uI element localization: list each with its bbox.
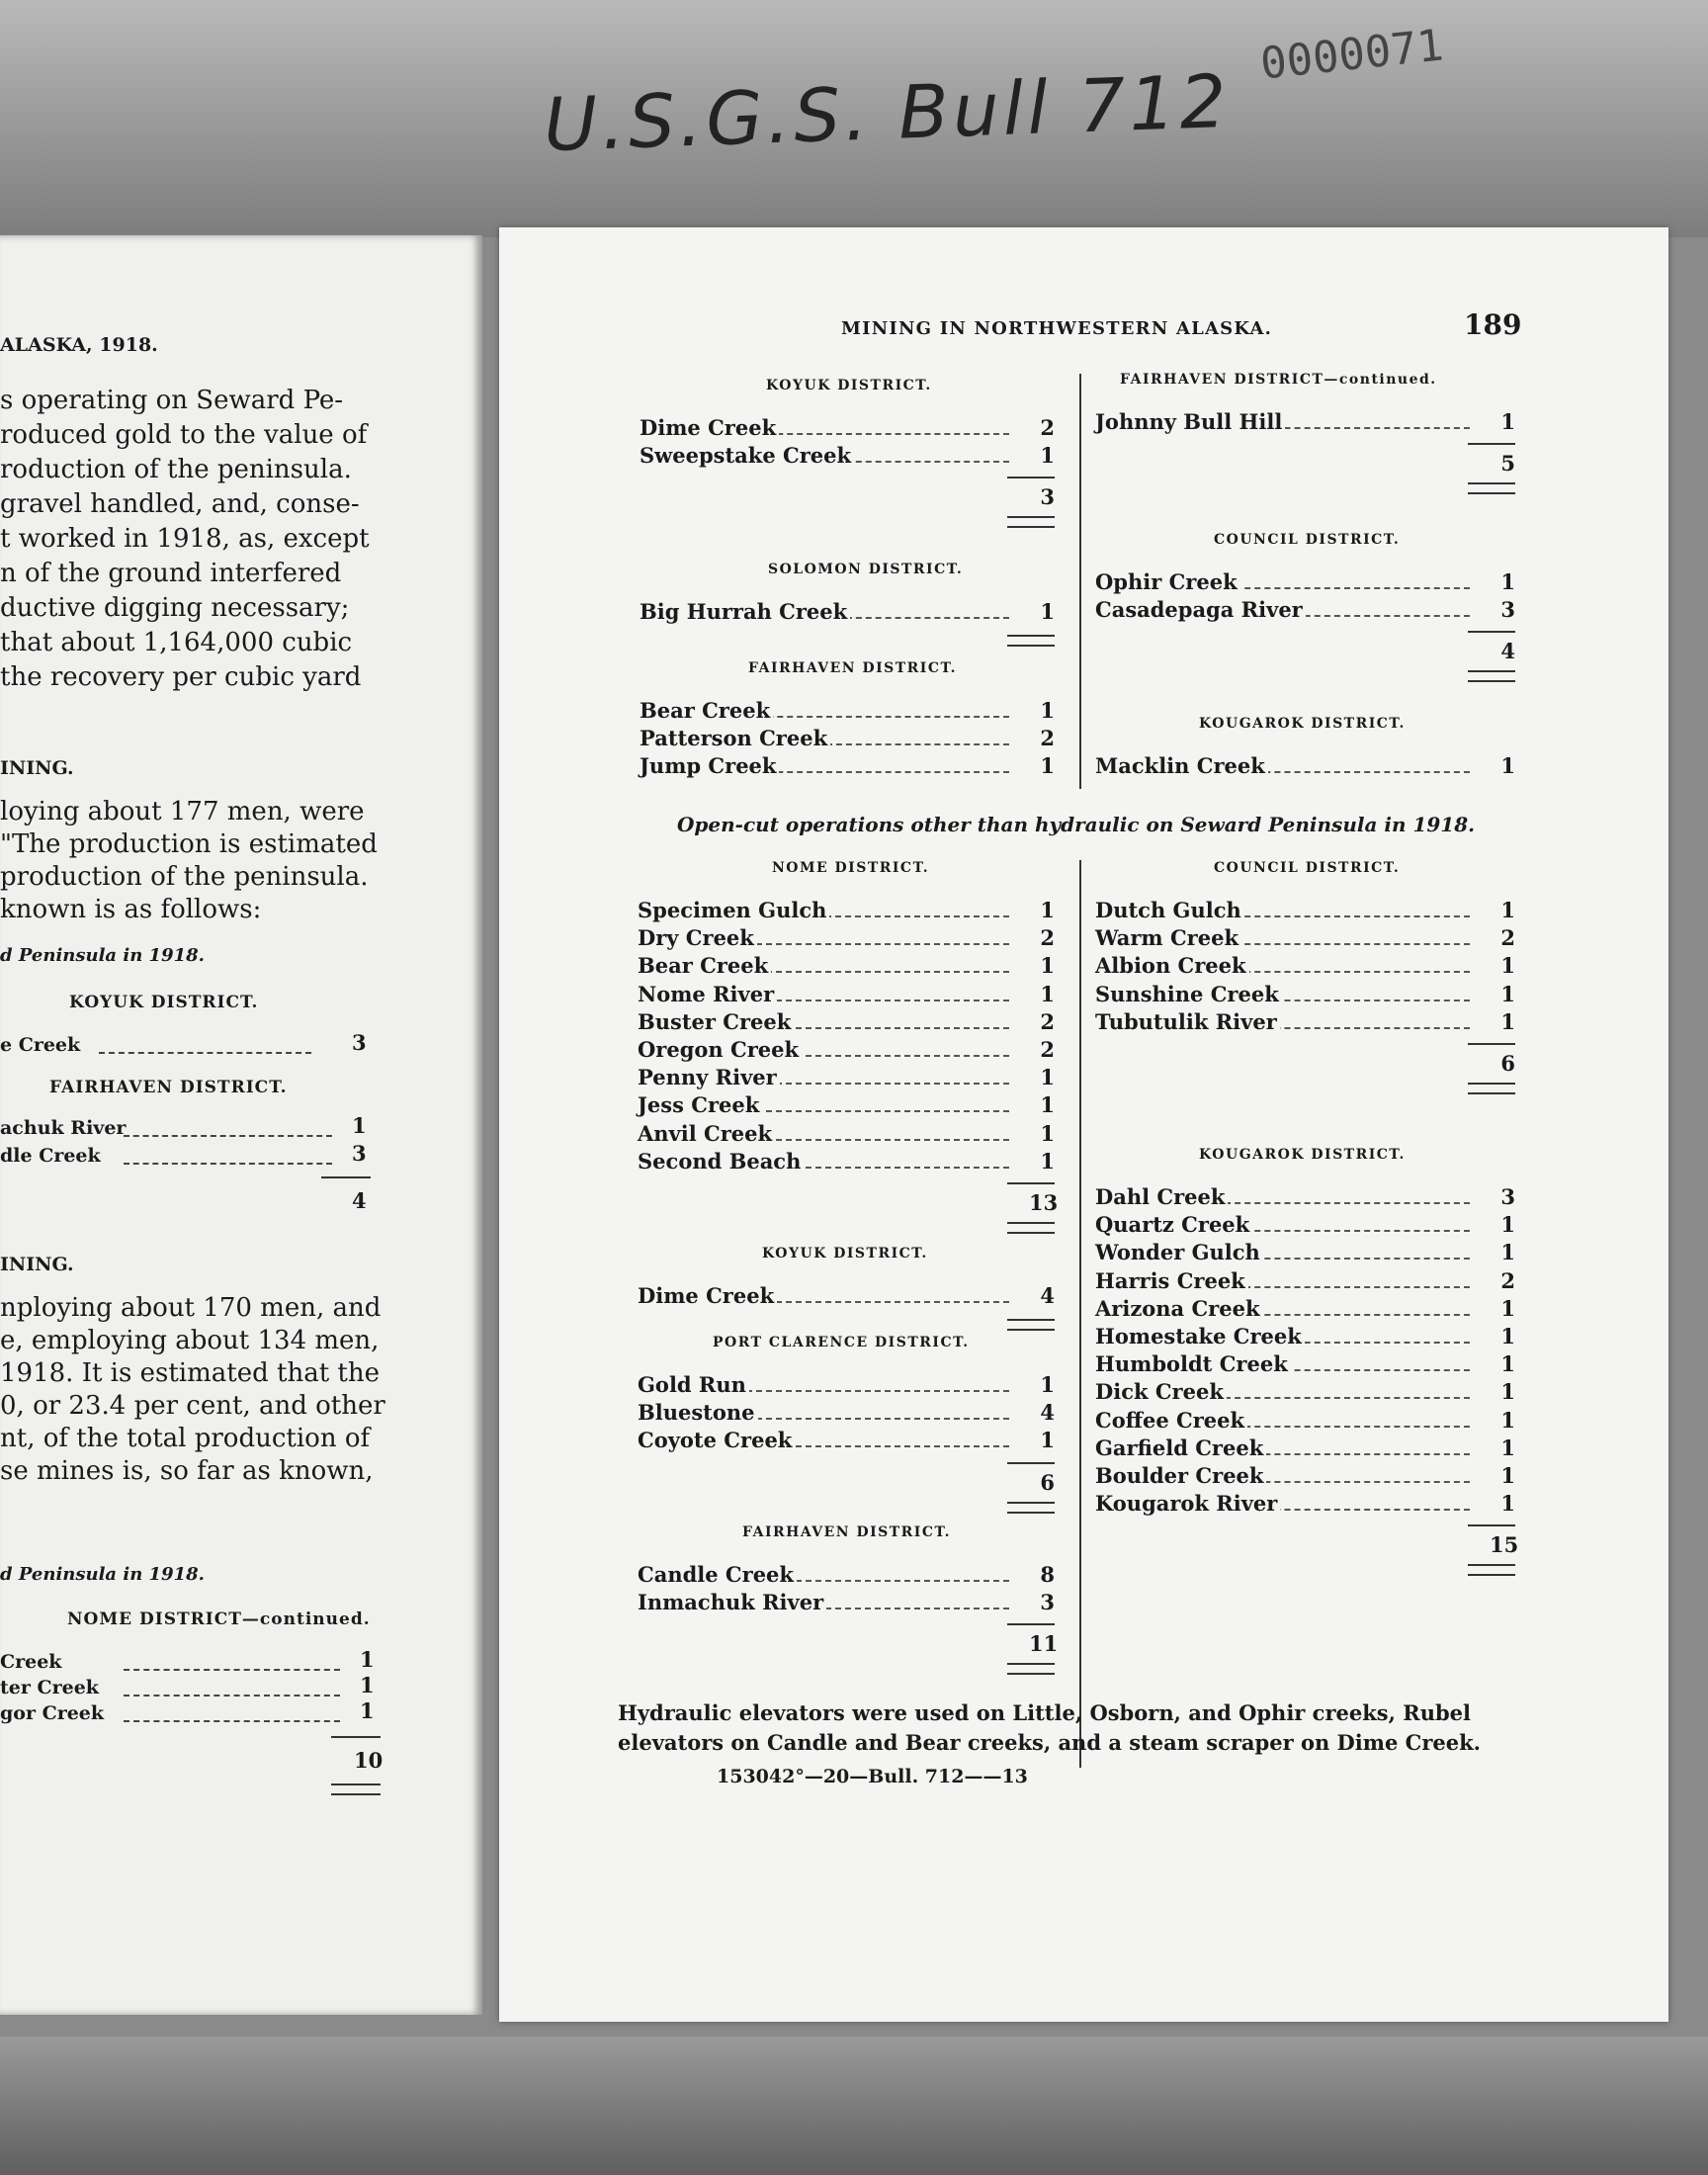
table-row [1095,597,1515,625]
row-name: Albion Creek [1095,953,1249,978]
text-line: the recovery per cubic yard [0,662,362,692]
total-rule [1468,1043,1515,1045]
left-table1-title: d Peninsula in 1918. [0,945,205,966]
row-count: 3 [352,1141,367,1166]
row-count: 1 [1500,1008,1515,1034]
table-row [640,698,1055,726]
row-name: Second Beach [638,1149,804,1174]
total-rule [1468,631,1515,633]
table-row [638,925,1055,953]
row-name: Warm Creek [1095,925,1241,950]
left-fairhaven-total: 4 [352,1188,367,1213]
row-name: gor Creek [0,1702,105,1724]
row-count: 1 [1500,409,1515,434]
page-number: 189 [1464,308,1522,341]
double-rule [1007,1222,1055,1234]
leader-line [124,1669,340,1671]
row-count: 1 [360,1647,375,1672]
row-name: Arizona Creek [1095,1296,1263,1321]
left-fairhaven-head: FAIRHAVEN DISTRICT. [49,1078,288,1097]
table-row [638,982,1055,1009]
row-count: 1 [1040,753,1055,779]
row-count: 1 [1500,1407,1515,1433]
total-rule [1007,1623,1055,1625]
table-row [1095,1491,1515,1519]
row-count: 1 [1040,898,1055,922]
double-rule [1007,1319,1055,1331]
table-row [1095,1463,1515,1491]
table-row [638,1065,1055,1092]
row-name: Bear Creek [638,953,771,978]
table-row [640,753,1055,781]
table-row [640,415,1055,443]
row-name: Creek [0,1651,62,1673]
total-rule [1007,1462,1055,1464]
total-rule [1468,1524,1515,1526]
row-name: Patterson Creek [640,726,830,750]
district-total: 15 [1490,1532,1519,1558]
row-count: 1 [352,1113,367,1138]
row-name: achuk River [0,1117,127,1139]
left-nome-cont-head: NOME DISTRICT—continued. [67,1610,371,1629]
district-total: 6 [1500,1051,1515,1076]
row-count: 1 [1500,1240,1515,1265]
table-row [638,1400,1055,1428]
text-line: known is as follows: [0,895,262,924]
table-row [638,1009,1055,1037]
table-row [640,599,1055,627]
left-koyuk-row-name: e Creek [0,1034,81,1056]
row-name: Coffee Creek [1095,1408,1247,1433]
row-name: Nome River [638,982,777,1006]
left-table2-title: d Peninsula in 1918. [0,1564,205,1585]
table-row [638,1428,1055,1455]
leader-line [124,1695,340,1696]
left-page [0,235,482,2015]
row-name: Oregon Creek [638,1037,802,1062]
row-name: Harris Creek [1095,1268,1248,1293]
row-count: 8 [1040,1562,1055,1587]
row-count: 1 [1040,1065,1055,1090]
text-line: ductive digging necessary; [0,593,350,623]
row-name: Specimen Gulch [638,898,829,922]
district-heading: FAIRHAVEN DISTRICT. [748,660,957,676]
row-count: 1 [1040,1120,1055,1146]
total-rule [1007,1182,1055,1184]
row-name: Ophir Creek [1095,569,1240,594]
left-nome-cont-total: 10 [354,1748,384,1773]
text-line: nt, of the total production of [0,1424,371,1453]
row-count: 2 [1500,1267,1515,1293]
row-count: 3 [1500,597,1515,623]
row-count: 1 [1500,1295,1515,1321]
double-rule [331,1784,381,1795]
table-row [1095,898,1515,925]
row-name: Garfield Creek [1095,1436,1266,1460]
right-page [499,227,1668,2022]
row-count: 1 [1040,443,1055,469]
table-row [1095,1240,1515,1267]
row-count: 1 [1040,698,1055,723]
text-line: gravel handled, and, conse- [0,489,360,519]
row-name: Dime Creek [638,1283,777,1308]
row-count: 4 [1040,1283,1055,1308]
table-row [638,1092,1055,1120]
row-name: dle Creek [0,1145,101,1167]
district-total: 4 [1500,639,1515,664]
row-name: Tubutulik River [1095,1009,1280,1034]
row-count: 2 [1500,925,1515,951]
district-heading: KOUGAROK DISTRICT. [1199,1147,1406,1163]
district-heading: KOUGAROK DISTRICT. [1199,716,1406,732]
table-row [1095,925,1515,953]
row-name: Boulder Creek [1095,1463,1266,1488]
total-rule [1468,443,1515,445]
table-row [1095,1351,1515,1379]
row-count: 1 [1040,1092,1055,1118]
row-count: 1 [1500,898,1515,922]
district-total: 6 [1040,1469,1055,1495]
table-row [638,1283,1055,1311]
row-count: 2 [1040,415,1055,440]
text-line: e, employing about 134 men, [0,1326,380,1355]
row-count: 2 [1040,1008,1055,1034]
leader-line [124,1720,340,1722]
row-name: Dick Creek [1095,1379,1227,1404]
row-count: 2 [1040,726,1055,751]
table-row [1095,1436,1515,1463]
left-koyuk-row-count: 3 [352,1030,367,1055]
row-name: Sweepstake Creek [640,443,854,468]
row-name: Penny River [638,1065,780,1089]
table-row [638,1149,1055,1176]
row-count: 1 [360,1698,375,1723]
row-count: 1 [1500,1379,1515,1405]
district-heading: KOYUK DISTRICT. [766,378,932,393]
district-total: 13 [1029,1190,1059,1215]
row-count: 1 [1500,981,1515,1006]
scan-bottom-background [0,2037,1708,2175]
row-name: Dime Creek [640,415,779,440]
double-rule [1468,670,1515,682]
row-name: ter Creek [0,1677,99,1698]
double-rule [1468,1564,1515,1576]
row-count: 3 [1500,1184,1515,1209]
handwritten-annotation: U.S.G.S. Bull 712 [542,58,1232,169]
row-name: Jump Creek [640,753,779,778]
row-count: 1 [1500,1463,1515,1488]
text-line: "The production is estimated [0,829,378,859]
total-rule [1007,477,1055,478]
table-row [638,898,1055,925]
row-name: Dutch Gulch [1095,898,1244,922]
row-name: Casadepaga River [1095,597,1306,622]
text-line: roduction of the peninsula. [0,455,352,484]
row-count: 1 [360,1673,375,1697]
row-name: Dahl Creek [1095,1184,1228,1209]
double-rule [1007,516,1055,528]
text-line: s operating on Seward Pe- [0,386,344,415]
row-name: Bear Creek [640,698,773,723]
row-count: 1 [1040,1428,1055,1453]
footnote-line-1: Hydraulic elevators were used on Little, Osborn, and Ophir creeks, Rubel [618,1700,1471,1725]
total-rule [331,1736,381,1738]
row-name: Anvil Creek [638,1121,775,1146]
row-count: 1 [1040,1372,1055,1397]
table-row [638,1121,1055,1149]
district-total: 11 [1029,1631,1059,1657]
row-count: 1 [1500,1351,1515,1377]
district-total: 3 [1040,484,1055,510]
table-row [1095,1184,1515,1212]
text-line: nploying about 170 men, and [0,1293,382,1323]
table-row [1095,1009,1515,1037]
row-name: Kougarok River [1095,1491,1280,1516]
row-name: Macklin Creek [1095,753,1268,778]
row-count: 1 [1040,981,1055,1006]
table-row [1095,1296,1515,1324]
row-count: 1 [1040,953,1055,979]
row-name: Wonder Gulch [1095,1240,1263,1264]
column-divider [1079,374,1081,789]
row-name: Quartz Creek [1095,1212,1252,1237]
double-rule [1468,1083,1515,1094]
table-row [638,1037,1055,1065]
table-row [1095,569,1515,597]
leader-line [99,1052,311,1054]
left-heading-2: INING. [0,1254,74,1275]
district-heading: SOLOMON DISTRICT. [768,562,964,577]
row-count: 2 [1040,1037,1055,1062]
double-rule [1468,482,1515,494]
table-row [1095,982,1515,1009]
row-name: Sunshine Creek [1095,982,1282,1006]
leader-line [124,1163,332,1165]
table-row [1095,953,1515,981]
row-name: Homestake Creek [1095,1324,1305,1348]
row-name: Johnny Bull Hill [1095,409,1285,434]
table-row [1095,1324,1515,1351]
running-head: MINING IN NORTHWESTERN ALASKA. [841,318,1273,339]
row-count: 1 [1500,569,1515,594]
district-total: 5 [1500,451,1515,477]
total-rule [321,1176,371,1178]
row-name: Bluestone [638,1400,758,1425]
text-line: loying about 177 men, were [0,797,365,826]
row-count: 1 [1500,953,1515,979]
table-row [1095,1268,1515,1296]
row-name: Inmachuk River [638,1590,826,1614]
row-name: Big Hurrah Creek [640,599,850,624]
row-name: Humboldt Creek [1095,1351,1291,1376]
district-heading: PORT CLARENCE DISTRICT. [713,1335,970,1350]
text-line: t worked in 1918, as, except [0,524,370,554]
row-name: Candle Creek [638,1562,797,1587]
text-line: roduced gold to the value of [0,420,368,450]
table-row [640,726,1055,753]
leader-line [124,1135,332,1137]
table-row [1095,1212,1515,1240]
text-line: 0, or 23.4 per cent, and other [0,1391,385,1421]
left-koyuk-head: KOYUK DISTRICT. [69,993,259,1012]
text-line: 1918. It is estimated that the [0,1358,380,1388]
row-count: 1 [1500,1491,1515,1517]
table-row [638,1562,1055,1590]
row-count: 3 [1040,1590,1055,1615]
table-row [638,1372,1055,1400]
row-name: Buster Creek [638,1009,794,1034]
double-rule [1007,635,1055,647]
row-count: 2 [1040,925,1055,951]
table-row [1095,409,1515,437]
column-divider [1079,860,1081,1768]
footnote-line-2: elevators on Candle and Bear creeks, and a steam scraper on Dime Creek. [618,1730,1481,1755]
table-row [1095,1408,1515,1436]
row-count: 1 [1040,599,1055,624]
double-rule [1007,1502,1055,1514]
double-rule [1007,1663,1055,1675]
row-count: 1 [1500,1212,1515,1238]
district-heading: NOME DISTRICT. [772,860,930,876]
text-line: n of the ground interfered [0,559,342,588]
district-heading: COUNCIL DISTRICT. [1214,532,1401,548]
table-row [638,1590,1055,1617]
table-row [640,443,1055,471]
row-name: Dry Creek [638,925,757,950]
table-row [1095,1379,1515,1407]
row-count: 1 [1500,1435,1515,1460]
row-count: 1 [1500,1324,1515,1348]
table-title: Open-cut operations other than hydraulic on Seward Peninsula in 1918. [677,813,1476,836]
row-count: 4 [1040,1400,1055,1426]
row-count: 1 [1040,1148,1055,1174]
left-running-head: ALASKA, 1918. [0,334,158,356]
text-line: se mines is, so far as known, [0,1456,374,1486]
row-name: Jess Creek [638,1092,762,1117]
row-name: Gold Run [638,1372,749,1397]
text-line: that about 1,164,000 cubic [0,628,353,657]
left-heading-1: INING. [0,757,74,779]
district-heading: FAIRHAVEN DISTRICT—continued. [1120,372,1437,388]
table-row [1095,753,1515,781]
stamp-number: 0000071 [1257,20,1446,90]
district-heading: COUNCIL DISTRICT. [1214,860,1401,876]
text-line: production of the peninsula. [0,862,369,892]
district-heading: KOYUK DISTRICT. [762,1246,928,1262]
row-name: Coyote Creek [638,1428,795,1452]
printer-imprint: 153042°—20—Bull. 712——13 [717,1766,1028,1787]
row-count: 1 [1500,753,1515,778]
table-row [638,953,1055,981]
district-heading: FAIRHAVEN DISTRICT. [742,1524,951,1540]
